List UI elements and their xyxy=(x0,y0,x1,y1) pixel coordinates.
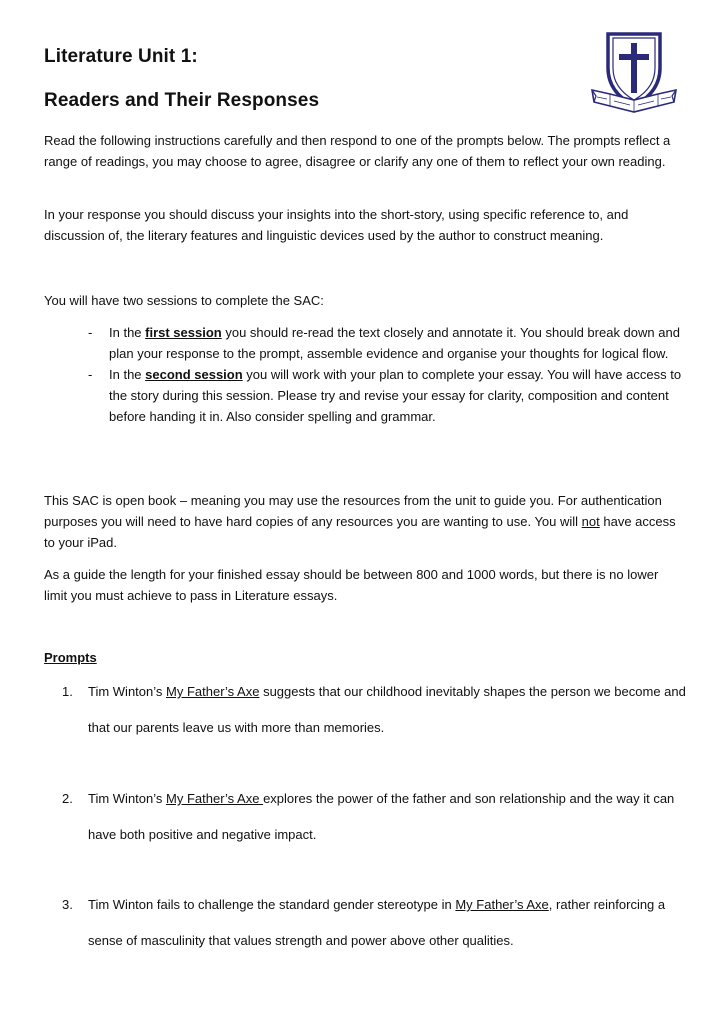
session-text-pre: In the xyxy=(109,325,146,340)
instructions-paragraph: Read the following instructions carefully and then respond to one of the prompts below. The prompts reflect a range of readings, you may choose to agree, disagree or clarify any one of them to reflect your own reading. xyxy=(44,133,671,169)
sessions-list xyxy=(88,322,684,427)
length-guide-paragraph: As a guide the length for your finished essay should be between 800 and 1000 words, but there is no lower limit you must achieve to pass in Literature essays. xyxy=(44,567,659,603)
sessions-intro: You will have two sessions to complete the SAC: xyxy=(44,293,324,308)
story-title: My Father’s Axe xyxy=(166,791,264,806)
prompt-text xyxy=(62,781,690,853)
prompt-text-post: explores the power of the father and son relationship and the way it can have both positive and negative impact. xyxy=(88,791,675,842)
open-book-text-pre: This SAC is open book – meaning you may use the resources from the unit to guide you. For authentication purposes you will need to have hard copies of any resources you are wanting to use. You will xyxy=(44,493,662,529)
open-book-paragraph xyxy=(44,490,684,553)
page-subtitle: Readers and Their Responses xyxy=(44,90,320,111)
prompt-text-pre: Tim Winton’s xyxy=(88,684,167,699)
response-guidance-paragraph: In your response you should discuss your insights into the short-story, using specific reference to, and discussion of, the literary features and linguistic devices used by the author to construct meaning. xyxy=(44,207,629,243)
list-dash: - xyxy=(88,325,93,340)
session-text-post: you should re-read the text closely and annotate it. You should break down and plan your response to the prompt, assemble evidence and organise your thoughts for logical flow. xyxy=(109,325,680,361)
story-title: My Father’s Axe xyxy=(455,897,549,912)
prompt-text-post: , rather reinforcing a sense of masculinity that values strength and power above other qualities. xyxy=(88,897,666,948)
not-emphasis: not xyxy=(581,514,600,529)
prompt-text xyxy=(62,887,690,959)
prompt-text xyxy=(62,674,690,746)
prompt-number: 3. xyxy=(62,897,73,912)
page-title: Literature Unit 1: xyxy=(44,46,198,67)
story-title: My Father’s Axe xyxy=(166,684,260,699)
prompt-number: 2. xyxy=(62,791,73,806)
open-book-text-post: have access to your iPad. xyxy=(44,514,676,550)
prompt-item xyxy=(62,887,690,959)
prompt-text-pre: Tim Winton’s xyxy=(88,791,167,806)
prompt-number: 1. xyxy=(62,684,73,699)
second-session-emphasis: second session xyxy=(145,367,243,382)
prompt-item xyxy=(62,674,690,746)
first-session-emphasis: first session xyxy=(145,325,222,340)
prompt-text-pre: Tim Winton fails to challenge the standard gender stereotype in xyxy=(88,897,456,912)
list-dash: - xyxy=(88,367,93,382)
prompts-heading: Prompts xyxy=(44,650,97,665)
list-item xyxy=(88,322,684,364)
session-text-post: you will work with your plan to complete your essay. You will have access to the story during this session. Please try and revise your essay for clarity, composition and content before handing it in. Also consider spelling and grammar. xyxy=(109,367,682,424)
session-text-pre: In the xyxy=(109,367,146,382)
list-item xyxy=(88,364,684,427)
prompt-text-post: suggests that our childhood inevitably shapes the person we become and that our parents leave us with more than memories. xyxy=(88,684,686,735)
prompt-item xyxy=(62,781,690,853)
school-crest-cross-icon xyxy=(588,30,680,116)
